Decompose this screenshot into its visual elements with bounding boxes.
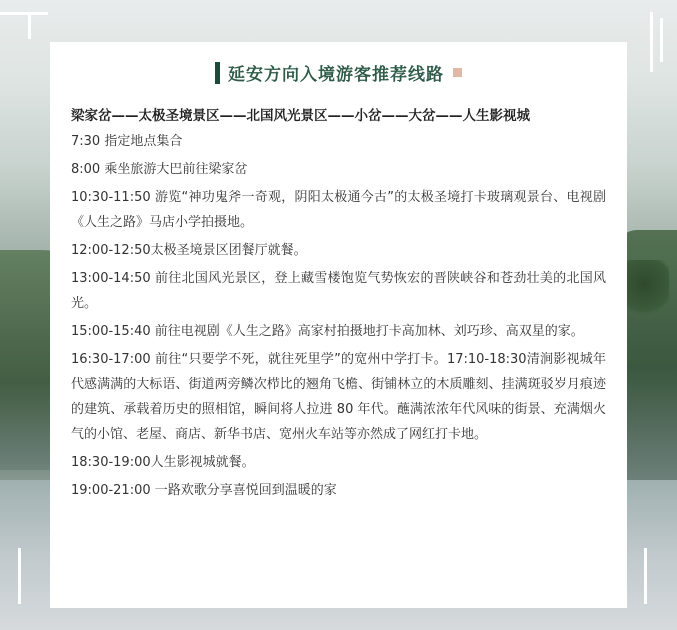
decorative-line — [0, 12, 48, 15]
itinerary-item: 8:00 乘坐旅游大巴前往梁家岔 — [71, 162, 248, 177]
itinerary-item: 10:30-11:50 游览“神功鬼斧一奇观，阴阳太极通今古”的太极圣境打卡玻璃观景台、电视剧《人生之路》马店小学拍摄地。 — [71, 190, 606, 230]
decorative-line — [650, 12, 653, 72]
itinerary-item: 12:00-12:50太极圣境景区团餐厅就餐。 — [71, 243, 307, 258]
title-accent-bar — [215, 62, 220, 84]
itinerary-item: 7:30 指定地点集合 — [71, 134, 183, 149]
decorative-line — [660, 18, 663, 62]
decorative-line — [28, 15, 31, 39]
itinerary-item: 19:00-21:00 一路欢歌分享喜悦回到温暖的家 — [71, 483, 337, 498]
title-row — [71, 60, 606, 85]
itinerary-item: 18:30-19:00人生影视城就餐。 — [71, 455, 255, 470]
route-heading: 梁家岔——太极圣境景区——北国风光景区——小岔——大岔——人生影视城 — [71, 108, 530, 124]
decorative-line — [18, 548, 21, 604]
itinerary-item: 15:00-15:40 前往电视剧《人生之路》高家村拍摄地打卡高加林、刘巧珍、高双星的家。 — [71, 324, 584, 339]
itinerary-item: 13:00-14:50 前往北国风光景区，登上藏雪楼饱览气势恢宏的晋陕峡谷和苍劲壮美的北国风光。 — [71, 271, 606, 311]
itinerary-item: 16:30-17:00 前往“只要学不死，就往死里学”的宽州中学打卡。17:10-18:30清涧影视城年代感满满的大标语、街道两旁鳞次栉比的翘角飞檐、街铺林立的木质雕刻、挂满斑驳岁月痕迹的建筑、承载着历史的照相馆，瞬间将人拉进 80 年代。蘸满浓浓年代风味的街景、充满烟火气的小馆、老屋、商店、新华书店、宽州火车站等亦然成了网红打卡地。 — [71, 352, 606, 442]
itinerary-card — [50, 42, 627, 608]
title-accent-square — [453, 68, 462, 77]
itinerary-list — [71, 129, 606, 503]
page-title: 延安方向入境游客推荐线路 — [228, 65, 444, 85]
decorative-line — [644, 548, 647, 604]
